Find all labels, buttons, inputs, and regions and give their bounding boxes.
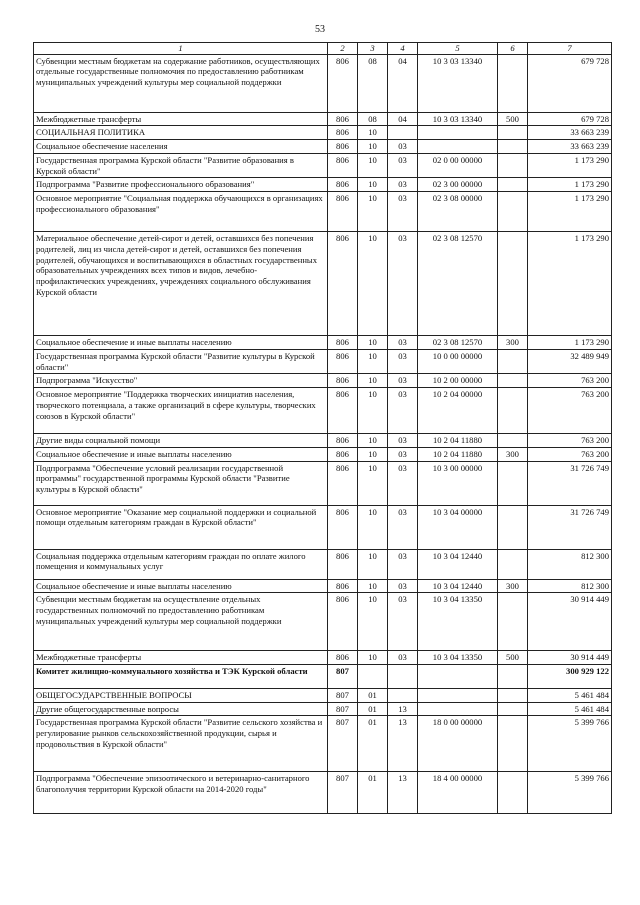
row-target-code: 10 3 04 00000: [418, 505, 498, 549]
header-col-5: 5: [418, 43, 498, 55]
row-target-code: 10 3 03 13340: [418, 112, 498, 126]
row-subsection: 03: [388, 153, 418, 177]
row-target-code: 10 3 04 12440: [418, 549, 498, 579]
header-col-7: 7: [528, 43, 612, 55]
row-expense-type: [498, 689, 528, 703]
row-subsection: 03: [388, 461, 418, 505]
row-name: Материальное обеспечение детей-сирот и детей, оставшихся без попечения родителей, лиц из числа детей-сирот и детей, оставшихся без попечения родителей, обучающихся и воспитывающихся в областных государственных образовательных учреждениях всех типов и видов, лечебно-профилактических учреждениях, учреждениях социального обслуживания Курской области: [34, 232, 328, 336]
row-name: Межбюджетные трансферты: [34, 112, 328, 126]
row-subsection: 03: [388, 192, 418, 232]
header-col-2: 2: [328, 43, 358, 55]
row-name: Субвенции местным бюджетам на осуществление отдельных государственных полномочий по предоставлению работникам муниципальных учреждений культуры мер социальной поддержки: [34, 593, 328, 651]
row-section: 01: [358, 716, 388, 772]
row-grbs: 807: [328, 772, 358, 814]
row-name: Комитет жилищно-коммунального хозяйства и ТЭК Курской области: [34, 665, 328, 689]
row-section: 10: [358, 434, 388, 448]
row-subsection: 03: [388, 505, 418, 549]
row-subsection: [388, 689, 418, 703]
row-section: 01: [358, 772, 388, 814]
table-row: [34, 593, 612, 651]
row-target-code: 02 0 00 00000: [418, 153, 498, 177]
table-row: [34, 702, 612, 716]
table-row: [34, 388, 612, 434]
row-expense-type: [498, 140, 528, 154]
table-row: [34, 349, 612, 373]
row-section: 10: [358, 461, 388, 505]
row-expense-type: [498, 192, 528, 232]
row-expense-type: [498, 716, 528, 772]
row-name: Государственная программа Курской области "Развитие сельского хозяйства и регулирование рынков сельскохозяйственной продукции, сырья и продовольствия в Курской области": [34, 716, 328, 772]
row-subsection: 03: [388, 388, 418, 434]
row-grbs: 806: [328, 126, 358, 140]
row-grbs: 806: [328, 54, 358, 112]
row-amount: 5 461 484: [528, 689, 612, 703]
row-amount: 300 929 122: [528, 665, 612, 689]
table-row: [34, 126, 612, 140]
row-subsection: 03: [388, 549, 418, 579]
row-section: 10: [358, 192, 388, 232]
table-body: [34, 54, 612, 814]
table-row: [34, 192, 612, 232]
row-target-code: 10 2 04 11880: [418, 434, 498, 448]
row-section: [358, 665, 388, 689]
budget-table: [33, 42, 612, 814]
row-section: 10: [358, 447, 388, 461]
row-target-code: [418, 140, 498, 154]
row-grbs: 806: [328, 374, 358, 388]
row-amount: 763 200: [528, 388, 612, 434]
row-subsection: 13: [388, 772, 418, 814]
table-row: [34, 772, 612, 814]
row-grbs: 806: [328, 461, 358, 505]
row-grbs: 806: [328, 505, 358, 549]
row-grbs: 806: [328, 447, 358, 461]
row-subsection: [388, 665, 418, 689]
row-target-code: 02 3 08 12570: [418, 336, 498, 350]
row-expense-type: [498, 178, 528, 192]
row-amount: 812 300: [528, 549, 612, 579]
row-section: 10: [358, 126, 388, 140]
row-amount: 32 489 949: [528, 349, 612, 373]
row-name: Подпрограмма "Обеспечение условий реализации государственной программы" государственной программы Курской области "Развитие культуры в Курской области": [34, 461, 328, 505]
row-section: 10: [358, 153, 388, 177]
row-section: 10: [358, 232, 388, 336]
row-expense-type: [498, 505, 528, 549]
header-col-6: 6: [498, 43, 528, 55]
row-subsection: 03: [388, 447, 418, 461]
row-subsection: 04: [388, 54, 418, 112]
row-grbs: 807: [328, 689, 358, 703]
row-name: Основное мероприятие "Социальная поддержка обучающихся в организациях профессионального образования": [34, 192, 328, 232]
row-subsection: 03: [388, 178, 418, 192]
row-target-code: 10 2 00 00000: [418, 374, 498, 388]
row-section: 10: [358, 349, 388, 373]
row-expense-type: [498, 54, 528, 112]
row-name: Подпрограмма "Искусство": [34, 374, 328, 388]
row-subsection: 03: [388, 593, 418, 651]
table-row: [34, 689, 612, 703]
row-target-code: 02 3 08 00000: [418, 192, 498, 232]
row-section: 01: [358, 702, 388, 716]
row-grbs: 806: [328, 593, 358, 651]
row-grbs: 806: [328, 434, 358, 448]
page-number: 53: [315, 24, 325, 35]
row-expense-type: [498, 232, 528, 336]
row-amount: 30 914 449: [528, 593, 612, 651]
row-amount: 763 200: [528, 434, 612, 448]
row-expense-type: 500: [498, 651, 528, 665]
row-grbs: 806: [328, 579, 358, 593]
row-name: ОБЩЕГОСУДАРСТВЕННЫЕ ВОПРОСЫ: [34, 689, 328, 703]
row-grbs: 806: [328, 112, 358, 126]
row-section: 10: [358, 336, 388, 350]
row-section: 10: [358, 505, 388, 549]
row-subsection: 03: [388, 651, 418, 665]
row-target-code: 02 3 08 12570: [418, 232, 498, 336]
row-name: Социальная поддержка отдельным категориям граждан по оплате жилого помещения и коммунальных услуг: [34, 549, 328, 579]
row-expense-type: [498, 434, 528, 448]
table-row: [34, 178, 612, 192]
row-grbs: 807: [328, 716, 358, 772]
row-subsection: 13: [388, 716, 418, 772]
header-row: [34, 43, 612, 55]
row-name: Подпрограмма "Развитие профессионального образования": [34, 178, 328, 192]
row-target-code: [418, 665, 498, 689]
table-row: [34, 651, 612, 665]
row-section: 10: [358, 593, 388, 651]
row-target-code: 10 2 04 11880: [418, 447, 498, 461]
row-expense-type: [498, 461, 528, 505]
row-section: 10: [358, 388, 388, 434]
row-section: 10: [358, 374, 388, 388]
table-row: [34, 447, 612, 461]
table-row: [34, 336, 612, 350]
row-target-code: 10 2 04 00000: [418, 388, 498, 434]
row-target-code: [418, 126, 498, 140]
row-name: Социальное обеспечение и иные выплаты населению: [34, 579, 328, 593]
row-subsection: 03: [388, 374, 418, 388]
row-name: СОЦИАЛЬНАЯ ПОЛИТИКА: [34, 126, 328, 140]
row-grbs: 807: [328, 665, 358, 689]
row-name: Социальное обеспечение и иные выплаты населению: [34, 336, 328, 350]
row-expense-type: [498, 665, 528, 689]
row-amount: 763 200: [528, 447, 612, 461]
row-target-code: 10 3 00 00000: [418, 461, 498, 505]
row-name: Социальное обеспечение населения: [34, 140, 328, 154]
row-grbs: 806: [328, 232, 358, 336]
row-amount: 31 726 749: [528, 505, 612, 549]
table-row: [34, 374, 612, 388]
table-row: [34, 505, 612, 549]
row-grbs: 806: [328, 140, 358, 154]
row-amount: 5 399 766: [528, 716, 612, 772]
table-row: [34, 549, 612, 579]
row-amount: 812 300: [528, 579, 612, 593]
row-amount: 679 728: [528, 54, 612, 112]
row-amount: 30 914 449: [528, 651, 612, 665]
row-expense-type: [498, 349, 528, 373]
row-amount: 1 173 290: [528, 232, 612, 336]
row-section: 01: [358, 689, 388, 703]
row-amount: 679 728: [528, 112, 612, 126]
table-row: [34, 665, 612, 689]
row-subsection: 03: [388, 336, 418, 350]
row-target-code: 10 3 03 13340: [418, 54, 498, 112]
row-name: Межбюджетные трансферты: [34, 651, 328, 665]
row-target-code: 10 3 04 12440: [418, 579, 498, 593]
row-expense-type: 300: [498, 447, 528, 461]
row-expense-type: 500: [498, 112, 528, 126]
row-amount: 1 173 290: [528, 192, 612, 232]
row-subsection: 03: [388, 579, 418, 593]
row-subsection: [388, 126, 418, 140]
row-name: Субвенции местным бюджетам на содержание работников, осуществляющих отдельные государственные полномочия по предоставлению работникам муниципальных учреждений культуры мер социальной поддержки: [34, 54, 328, 112]
row-expense-type: [498, 549, 528, 579]
row-name: Государственная программа Курской области "Развитие культуры в Курской области": [34, 349, 328, 373]
row-target-code: 10 3 04 13350: [418, 593, 498, 651]
table-row: [34, 153, 612, 177]
row-grbs: 806: [328, 388, 358, 434]
row-grbs: 806: [328, 178, 358, 192]
table-header: [34, 43, 612, 55]
header-col-3: 3: [358, 43, 388, 55]
row-target-code: [418, 689, 498, 703]
row-expense-type: [498, 772, 528, 814]
row-subsection: 03: [388, 349, 418, 373]
row-target-code: 18 4 00 00000: [418, 772, 498, 814]
row-grbs: 807: [328, 702, 358, 716]
row-amount: 31 726 749: [528, 461, 612, 505]
table-row: [34, 54, 612, 112]
row-target-code: [418, 702, 498, 716]
table-row: [34, 716, 612, 772]
row-section: 10: [358, 651, 388, 665]
row-name: Основное мероприятие "Оказание мер социальной поддержки и социальной помощи отдельным категориям граждан в Курской области": [34, 505, 328, 549]
row-target-code: 18 0 00 00000: [418, 716, 498, 772]
table-row: [34, 232, 612, 336]
row-amount: 33 663 239: [528, 140, 612, 154]
row-target-code: 02 3 00 00000: [418, 178, 498, 192]
row-amount: 763 200: [528, 374, 612, 388]
row-name: Государственная программа Курской области "Развитие образования в Курской области": [34, 153, 328, 177]
row-subsection: 03: [388, 140, 418, 154]
row-subsection: 13: [388, 702, 418, 716]
header-col-1: 1: [34, 43, 328, 55]
row-section: 10: [358, 140, 388, 154]
row-expense-type: [498, 593, 528, 651]
row-section: 08: [358, 54, 388, 112]
row-name: Подпрограмма "Обеспечение эпизоотического и ветеринарно-санитарного благополучия территории Курской области на 2014-2020 годы": [34, 772, 328, 814]
row-subsection: 03: [388, 434, 418, 448]
row-section: 10: [358, 178, 388, 192]
row-target-code: 10 3 04 13350: [418, 651, 498, 665]
row-amount: 1 173 290: [528, 336, 612, 350]
row-grbs: 806: [328, 336, 358, 350]
table-row: [34, 140, 612, 154]
row-expense-type: 300: [498, 579, 528, 593]
header-col-4: 4: [388, 43, 418, 55]
row-amount: 1 173 290: [528, 153, 612, 177]
row-name: Основное мероприятие "Поддержка творческих инициатив населения, творческого потенциала, а также организаций в сфере культуры, творческих союзов в Курской области": [34, 388, 328, 434]
row-expense-type: [498, 702, 528, 716]
row-subsection: 03: [388, 232, 418, 336]
row-expense-type: [498, 374, 528, 388]
row-name: Другие виды социальной помощи: [34, 434, 328, 448]
row-grbs: 806: [328, 153, 358, 177]
row-amount: 1 173 290: [528, 178, 612, 192]
row-name: Другие общегосударственные вопросы: [34, 702, 328, 716]
row-section: 10: [358, 549, 388, 579]
row-expense-type: 300: [498, 336, 528, 350]
row-amount: 5 399 766: [528, 772, 612, 814]
table-row: [34, 461, 612, 505]
row-grbs: 806: [328, 192, 358, 232]
row-name: Социальное обеспечение и иные выплаты населению: [34, 447, 328, 461]
table-row: [34, 112, 612, 126]
row-expense-type: [498, 126, 528, 140]
row-target-code: 10 0 00 00000: [418, 349, 498, 373]
row-grbs: 806: [328, 549, 358, 579]
row-expense-type: [498, 388, 528, 434]
row-section: 10: [358, 579, 388, 593]
row-amount: 5 461 484: [528, 702, 612, 716]
row-grbs: 806: [328, 349, 358, 373]
row-amount: 33 663 239: [528, 126, 612, 140]
row-grbs: 806: [328, 651, 358, 665]
table-row: [34, 579, 612, 593]
row-subsection: 04: [388, 112, 418, 126]
row-section: 08: [358, 112, 388, 126]
table-row: [34, 434, 612, 448]
row-expense-type: [498, 153, 528, 177]
